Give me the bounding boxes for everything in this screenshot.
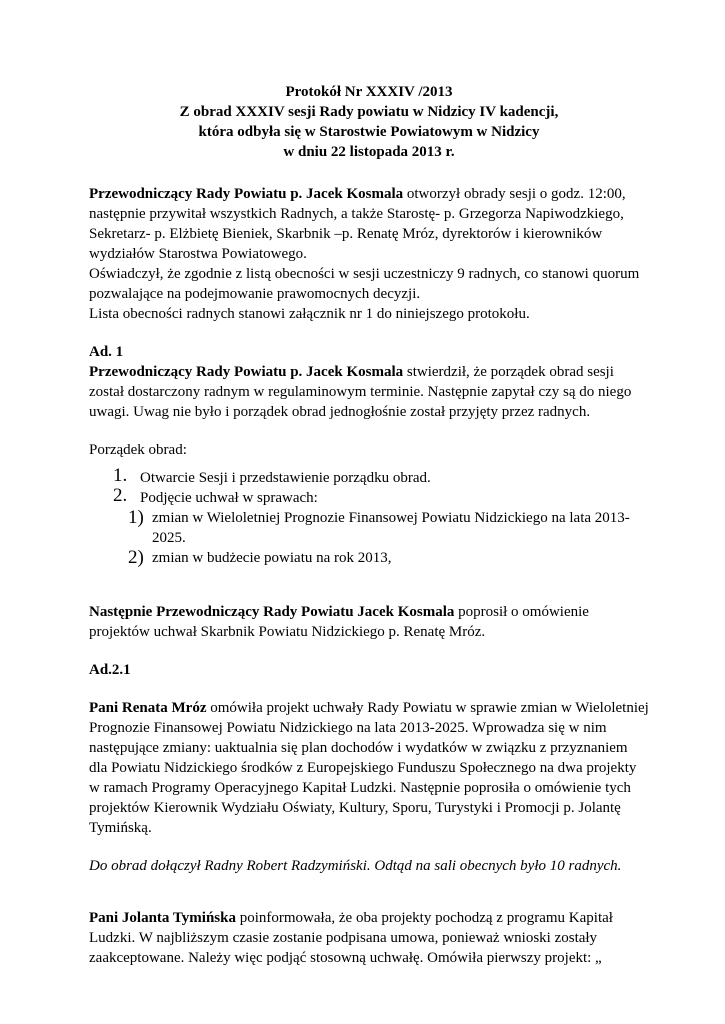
agenda-subitem-text: zmian w budżecie powiatu na rok 2013,: [152, 550, 392, 566]
attendance-paragraph: Lista obecności radnych stanowi załącznik nr 1 do niniejszego protokołu.: [89, 306, 530, 322]
agenda-subitem-number: 2): [128, 547, 144, 568]
agenda-subitem-text: zmian w Wieloletniej Prognozie Finansowej Powiatu Nidzickiego na lata 2013-2025.: [152, 510, 630, 546]
arrival-note: Do obrad dołączył Radny Robert Radzymiński. Odtąd na sali obecnych było 10 radnych.: [89, 858, 622, 874]
next-paragraph: [89, 602, 649, 642]
title-line-1: Protokół Nr XXXIV /2013: [285, 84, 453, 100]
ad1-speaker: Przewodniczący Rady Powiatu p. Jacek Kosmala: [89, 364, 404, 380]
quorum-paragraph: Oświadczył, że zgodnie z listą obecności w sesji uczestniczy 9 radnych, co stanowi quorum pozwalające na podejmowanie prawomocnych decyzji.: [89, 266, 640, 302]
agenda-subitem-number: 1): [128, 507, 144, 528]
next-speaker: Następnie Przewodniczący Rady Powiatu Jacek Kosmala: [89, 604, 455, 620]
agenda-item: [113, 485, 649, 568]
title-line-3: która odbyła się w Starostwie Powiatowym w Nidzicy: [198, 124, 540, 140]
next-text: poprosił o omówienie projektów uchwał Skarbnik Powiatu Nidzickiego p. Renatę Mróz.: [89, 604, 589, 640]
agenda-item-number: 1.: [113, 465, 128, 486]
document-page: [89, 82, 649, 968]
ad1-heading: Ad. 1: [89, 344, 124, 360]
agenda-subitem: [128, 548, 649, 568]
ad21-text: omówiła projekt uchwały Rady Powiatu w sprawie zmian w Wieloletniej Prognozie Finansowej Powiatu Nidzickiego na lata 2013-2025. Wprowadza się w nim następujące zmiany: uaktualnia się plan dochodów i wydatków w związku z przyznaniem dla Powiatu Nidzickiego środków z Europejskiego Funduszu Społecznego na dwa projekty w ramach Programy Operacyjnego Kapitał Ludzki. Następnie poprosiła o omówienie tych projektów Kierownik Wydziału Oświaty, Kultury, Sporu, Turystyki i Promocji p. Jolantę Tymińską.: [89, 700, 649, 836]
agenda-list: [89, 465, 649, 568]
agenda-item-number: 2.: [113, 485, 128, 506]
intro-speaker: Przewodniczący Rady Powiatu p. Jacek Kosmala: [89, 186, 404, 202]
agenda-item: [113, 465, 649, 488]
tyminska-text: poinformowała, że oba projekty pochodzą z programu Kapitał Ludzki. W najbliższym czasie zostanie podpisana umowa, ponieważ wnioski zostały zaakceptowane. Należy więc podjąć stosowną uchwałę. Omówiła pierwszy projekt: „: [89, 910, 613, 966]
ad21-paragraph: [89, 698, 649, 838]
title-line-2: Z obrad XXXIV sesji Rady powiatu w Nidzicy IV kadencji,: [179, 104, 559, 120]
agenda-subitem: [128, 508, 649, 548]
intro-paragraph: [89, 184, 649, 264]
agenda-item-text: Otwarcie Sesji i przedstawienie porządku obrad.: [140, 470, 431, 486]
ad21-heading: Ad.2.1: [89, 662, 131, 678]
ad1-paragraph: [89, 362, 649, 422]
agenda-sublist: [113, 508, 649, 568]
tyminska-paragraph: [89, 908, 649, 968]
document-title: [89, 82, 649, 162]
ad1-text: stwierdził, że porządek obrad sesji został dostarczony radnym w regulaminowym terminie. Następnie zapytał czy są do niego uwagi. Uwag nie było i porządek obrad jednogłośnie został przyjęty przez radnych.: [89, 364, 632, 420]
tyminska-speaker: Pani Jolanta Tymińska: [89, 910, 236, 926]
ad21-speaker: Pani Renata Mróz: [89, 700, 207, 716]
agenda-label: Porządek obrad:: [89, 442, 187, 458]
intro-text: otworzył obrady sesji o godz. 12:00, następnie przywitał wszystkich Radnych, a także Starostę- p. Grzegorza Napiwodzkiego, Sekretarz- p. Elżbietę Bieniek, Skarbnik –p. Renatę Mróz, dyrektorów i kierowników wydziałów Starostwa Powiatowego.: [89, 186, 626, 262]
agenda-item-text: Podjęcie uchwał w sprawach:: [140, 490, 318, 506]
title-line-4: w dniu 22 listopada 2013 r.: [283, 144, 455, 160]
